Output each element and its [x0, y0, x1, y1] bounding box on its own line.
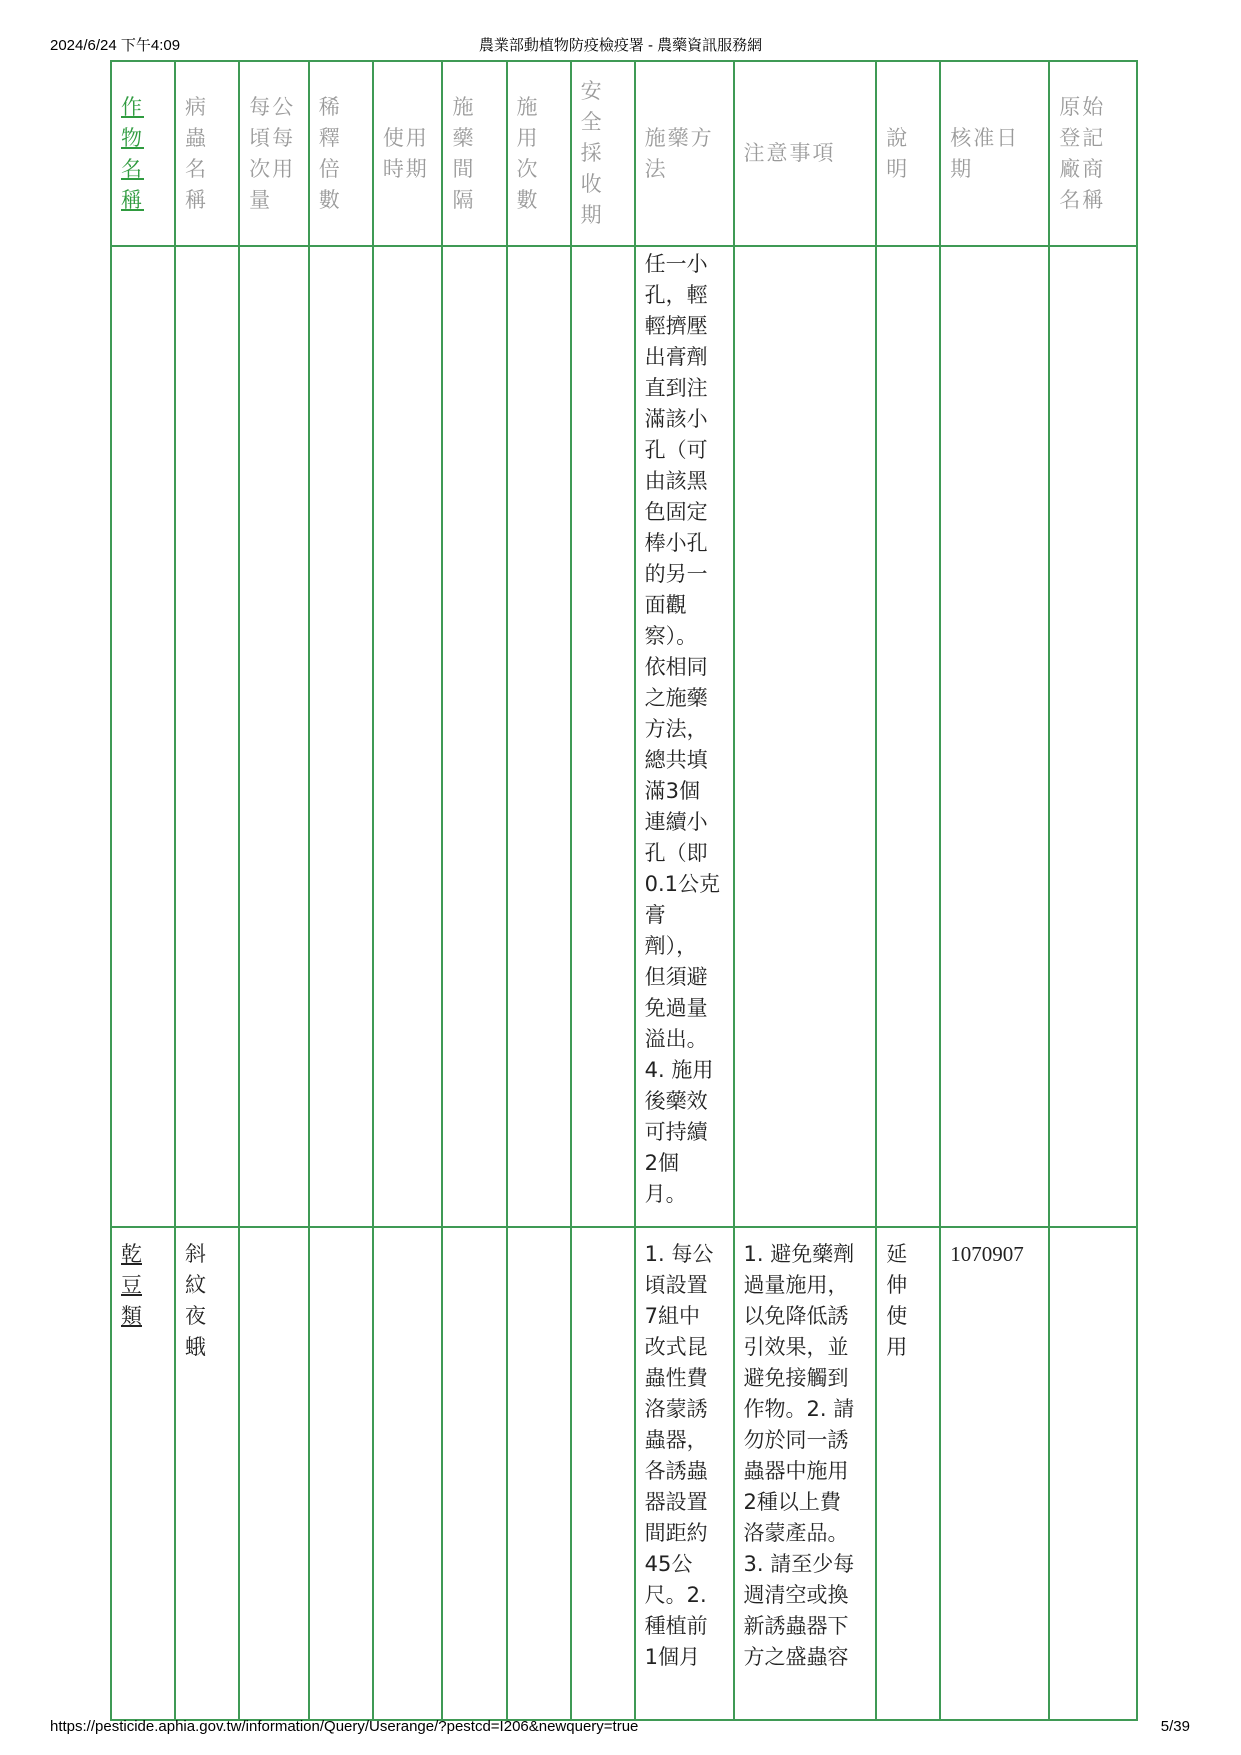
print-page-number: 5/39 [1160, 1718, 1190, 1735]
cell-harvest [571, 1227, 635, 1720]
table-row [111, 246, 1137, 1227]
column-header-period: 使用 時期 [373, 61, 443, 246]
cell-times [507, 1227, 571, 1720]
cell-desc: 延 伸 使 用 [876, 1227, 940, 1720]
print-url: https://pesticide.aphia.gov.tw/information/Query/Userange/?pestcd=I206&newquery=true [50, 1718, 639, 1735]
column-header-harvest: 安 全 採 收 期 [571, 61, 635, 246]
column-header-registrant: 原始 登記 廠商 名稱 [1049, 61, 1137, 246]
cell-date: 1070907 [940, 1227, 1049, 1720]
cell-dosage [239, 1227, 309, 1720]
column-header-notes: 注意事項 [734, 61, 877, 246]
cell-interval [442, 1227, 506, 1720]
column-header-desc: 說 明 [876, 61, 940, 246]
cell-dilution [309, 246, 373, 1227]
cell-dilution [309, 1227, 373, 1720]
cell-desc [876, 246, 940, 1227]
cell-method: 任一小 孔，輕 輕擠壓 出膏劑 直到注 滿該小 孔（可 由該黑 色固定 棒小孔 的另一 面觀 察）。 依相同 之施藥 方法， 總共填 滿3個 連續小 孔（即 0.1公克 膏 劑）， 但須避 免過量 溢出。 4. 施用 後藥效 可持續 2個 月。 [635, 246, 734, 1227]
column-header-dilution: 稀 釋 倍 數 [309, 61, 373, 246]
cell-date [940, 246, 1049, 1227]
cell-times [507, 246, 571, 1227]
pesticide-usage-table [110, 60, 1138, 1721]
column-header-method: 施藥方 法 [635, 61, 734, 246]
cell-method: 1. 每公 頃設置 7組中 改式昆 蟲性費 洛蒙誘 蟲器， 各誘蟲 器設置 間距約 45公 尺。2. 種植前 1個月 [635, 1227, 734, 1720]
cell-period [373, 1227, 443, 1720]
cell-notes: 1. 避免藥劑 過量施用， 以免降低誘 引效果，並 避免接觸到 作物。2. 請 勿於同一誘 蟲器中施用 2種以上費 洛蒙產品。 3. 請至少每 週清空或換 新誘蟲器下 方之盛蟲容 [734, 1227, 877, 1720]
table-row [111, 1227, 1137, 1720]
crop-name-sort-link[interactable]: 作 物 名 稱 [121, 94, 144, 212]
column-header-crop[interactable] [111, 61, 175, 246]
print-datetime: 2024/6/24 下午4:09 [50, 37, 181, 54]
column-header-dosage: 每公 頃每 次用 量 [239, 61, 309, 246]
cell-notes [734, 246, 877, 1227]
cell-pest [175, 246, 239, 1227]
column-header-date: 核准日 期 [940, 61, 1049, 246]
column-header-interval: 施 藥 間 隔 [442, 61, 506, 246]
cell-dosage [239, 246, 309, 1227]
column-header-times: 施 用 次 數 [507, 61, 571, 246]
cell-period [373, 246, 443, 1227]
print-page-title: 農業部動植物防疫檢疫署 - 農藥資訊服務網 [478, 37, 763, 54]
column-header-pest: 病 蟲 名 稱 [175, 61, 239, 246]
cell-harvest [571, 246, 635, 1227]
cell-registrant [1049, 246, 1137, 1227]
cell-registrant [1049, 1227, 1137, 1720]
cell-interval [442, 246, 506, 1227]
cell-crop-link[interactable]: 乾 豆 類 [111, 1227, 175, 1720]
cell-crop [111, 246, 175, 1227]
cell-pest: 斜 紋 夜 蛾 [175, 1227, 239, 1720]
table-header-row [111, 61, 1137, 246]
